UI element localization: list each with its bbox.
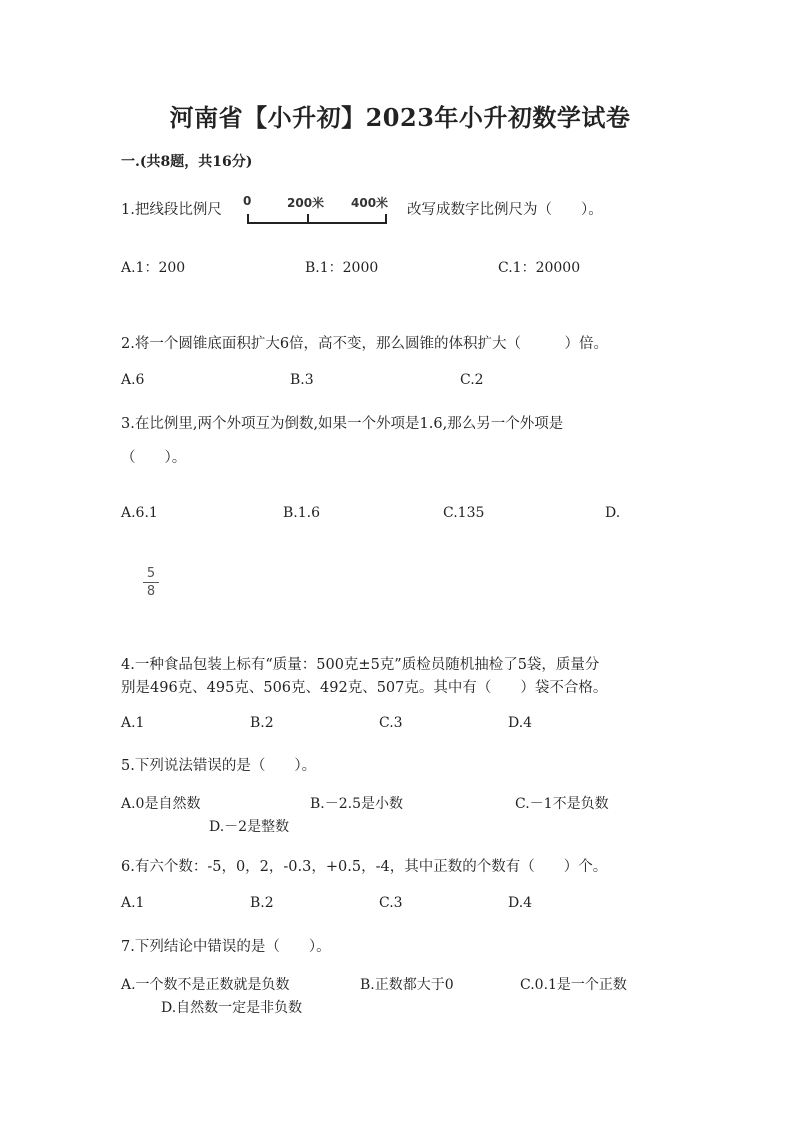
q2-text: 2.将一个圆锥底面积扩大6倍，高不变，那么圆锥的体积扩大（ ）倍。 [121,336,609,352]
fraction-numerator: 5 [146,566,156,581]
q3-line1: 3.在比例里,两个外项互为倒数,如果一个外项是1.6,那么另一个外项是 [121,416,564,432]
scale-line [241,210,401,226]
fraction-bar [143,582,159,583]
q7-text: 7.下列结论中错误的是（ ）。 [121,939,331,955]
q3-option-d: D. [605,505,621,521]
q6-option-c: C.3 [379,895,403,911]
q4-option-d: D.4 [508,715,533,731]
q2-option-c: C.2 [460,372,484,388]
q6-text: 6.有六个数：-5，0，2，-0.3，+0.5，-4，其中正数的个数有（ ）个。 [121,859,608,875]
q5-option-b: B.－2.5是小数 [310,796,404,812]
q6-option-d: D.4 [508,895,533,911]
exam-title: 河南省【小升初】2023年小升初数学试卷 [169,103,631,132]
q7-option-c: C.0.1是一个正数 [520,977,627,993]
q5-option-a: A.0是自然数 [121,796,201,812]
q5-text: 5.下列说法错误的是（ ）。 [121,758,317,774]
q2-option-b: B.3 [290,372,314,388]
section-heading: 一.(共8题，共16分) [121,154,253,170]
q6-option-b: B.2 [250,895,274,911]
q4-line1: 4.一种食品包装上标有“质量：500克±5克”质检员随机抽检了5袋，质量分 [121,657,600,673]
fraction-denominator: 8 [146,584,156,599]
q4-option-c: C.3 [379,715,403,731]
scale-label-200: 200米 [287,196,325,210]
q5-option-c: C.－1不是负数 [515,796,609,812]
q4-option-b: B.2 [250,715,274,731]
q5-option-d: D.－2是整数 [209,819,290,835]
q1-suffix: 改写成数字比例尺为（ ）。 [407,202,603,218]
q1-option-a: A.1：200 [121,260,186,276]
scale-label-400: 400米 [351,196,389,210]
q7-option-b: B.正数都大于0 [360,977,454,993]
q3-option-d-fraction [143,566,159,599]
q1-prefix: 1.把线段比例尺 [121,202,222,218]
q4-option-a: A.1 [121,715,145,731]
q2-option-a: A.6 [121,372,145,388]
q3-option-b: B.1.6 [283,505,321,521]
q7-option-d: D.自然数一定是非负数 [161,1000,303,1016]
q7-option-a: A.一个数不是正数就是负数 [121,977,290,993]
q6-option-a: A.1 [121,895,145,911]
q3-line2: （ ）。 [121,450,187,466]
q3-option-a: A.6.1 [121,505,158,521]
scale-label-0: 0 [243,194,252,208]
q1-option-b: B.1：2000 [305,260,379,276]
q1-option-c: C.1：20000 [498,260,581,276]
q4-line2: 别是496克、495克、506克、492克、507克。其中有（ ）袋不合格。 [121,680,608,696]
q1-scale-bar [241,194,401,228]
q3-option-c: C.135 [443,505,485,521]
